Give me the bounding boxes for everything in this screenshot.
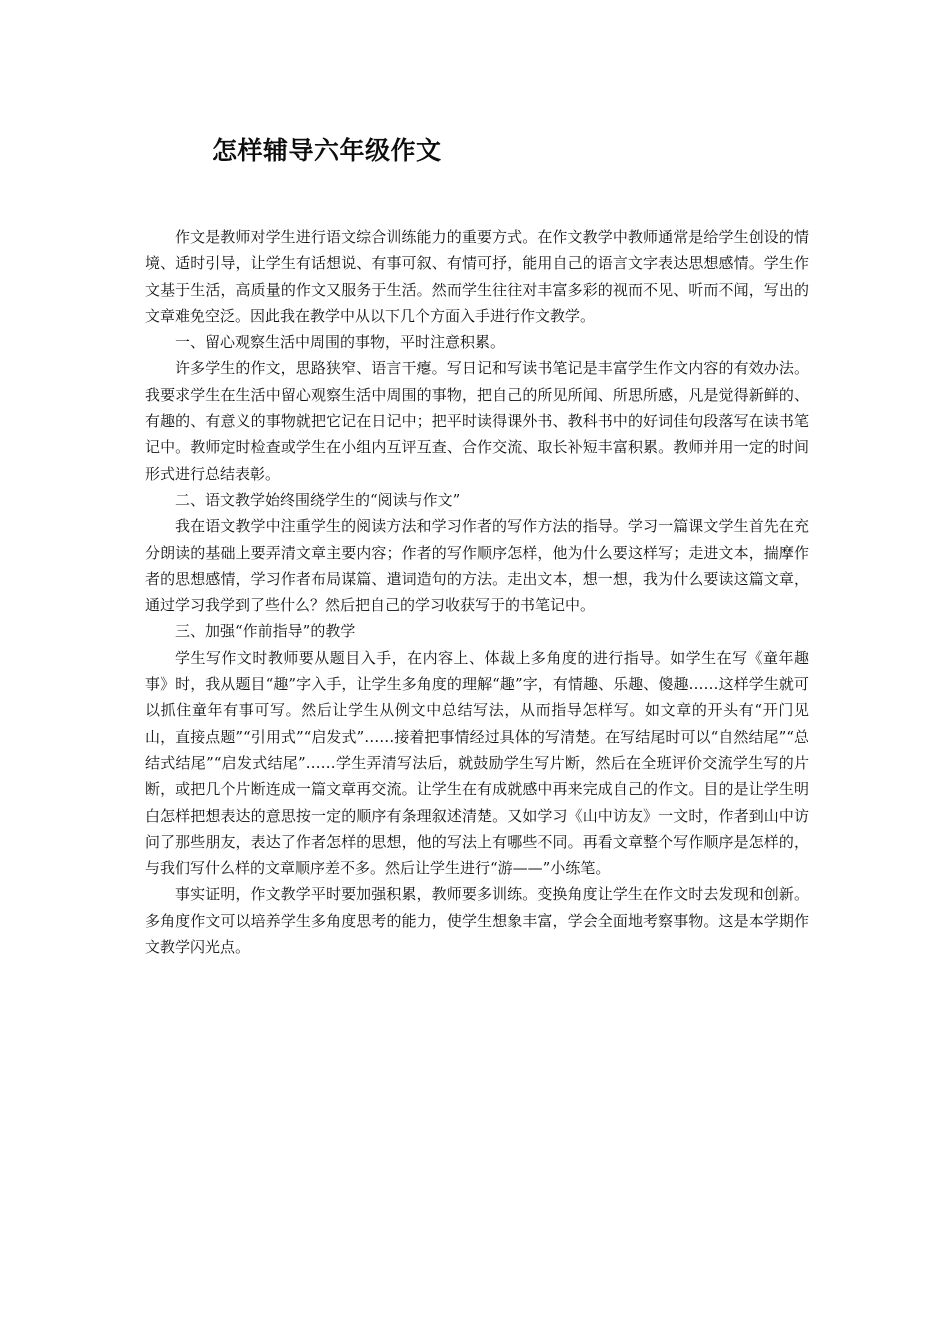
section-2-paragraph: 我在语文教学中注重学生的阅读方法和学习作者的写作方法的指导。学习一篇课文学生首先在充分朗读的基础上要弄清文章主要内容；作者的写作顺序怎样，他为什么要这样写；走进文本，揣摩作者的思想感情，学习作者布局谋篇、遣词造句的方法。走出文本，想一想，我为什么要读这篇文章，通过学习我学到了些什么？然后把自己的学习收获写于的书笔记中。 bbox=[145, 517, 809, 615]
section-heading-1: 一、留心观察生活中周围的事物，平时注意积累。 bbox=[175, 333, 506, 352]
intro-paragraph: 作文是教师对学生进行语文综合训练能力的重要方式。在作文教学中教师通常是给学生创设的情境、适时引导，让学生有话想说、有事可叙、有情可抒，能用自己的语言文字表达思想感情。学生作文基于生活，高质量的作文又服务于生活。然而学生往往对丰富多彩的视而不见、听而不闻，写出的文章难免空泛。因此我在教学中从以下几个方面入手进行作文教学。 bbox=[145, 228, 809, 325]
section-heading-3: 三、加强“作前指导”的教学 bbox=[175, 622, 356, 641]
section-heading-2: 二、语文教学始终围绕学生的“阅读与作文” bbox=[175, 490, 461, 509]
document-title: 怎样辅导六年级作文 bbox=[212, 136, 442, 165]
section-3-paragraph: 学生写作文时教师要从题目入手，在内容上、体裁上多角度的进行指导。如学生在写《童年趣事》时，我从题目“趣”字入手，让学生多角度的理解“趣”字，有情趣、乐趣、傻趣……这样学生就可以抓住童年有事可写。然后让学生从例文中总结写法，从而指导怎样写。如文章的开头有“开门见山，直接点题”“引用式”“启发式”……接着把事情经过具体的写清楚。在写结尾时可以“自然结尾”“总结式结尾”“启发式结尾”……学生弄清写法后，就鼓励学生写片断，然后在全班评价交流学生写的片断，或把几个片断连成一篇文章再交流。让学生在有成就感中再来完成自己的作文。目的是让学生明白怎样把想表达的意思按一定的顺序有条理叙述清楚。又如学习《山中访友》一文时，作者到山中访问了那些朋友，表达了作者怎样的思想，他的写法上有哪些不同。再看文章整个写作顺序是怎样的，与我们写什么样的文章顺序差不多。然后让学生进行“游——”小练笔。 bbox=[145, 648, 809, 878]
document-body bbox=[145, 224, 809, 960]
section-1-paragraph: 许多学生的作文，思路狭窄、语言干瘪。写日记和写读书笔记是丰富学生作文内容的有效办法。我要求学生在生活中留心观察生活中周围的事物，把自己的所见所闻、所思所感，凡是觉得新鲜的、有趣的、有意义的事物就把它记在日记中；把平时读得课外书、教科书中的好词佳句段落写在读书笔记中。教师定时检查或学生在小组内互评互查、合作交流、取长补短丰富积累。教师并用一定的时间形式进行总结表彰。 bbox=[145, 359, 809, 483]
conclusion-paragraph: 事实证明，作文教学平时要加强积累，教师要多训练。变换角度让学生在作文时去发现和创新。多角度作文可以培养学生多角度思考的能力，使学生想象丰富，学会全面地考察事物。这是本学期作文教学闪光点。 bbox=[145, 885, 809, 957]
